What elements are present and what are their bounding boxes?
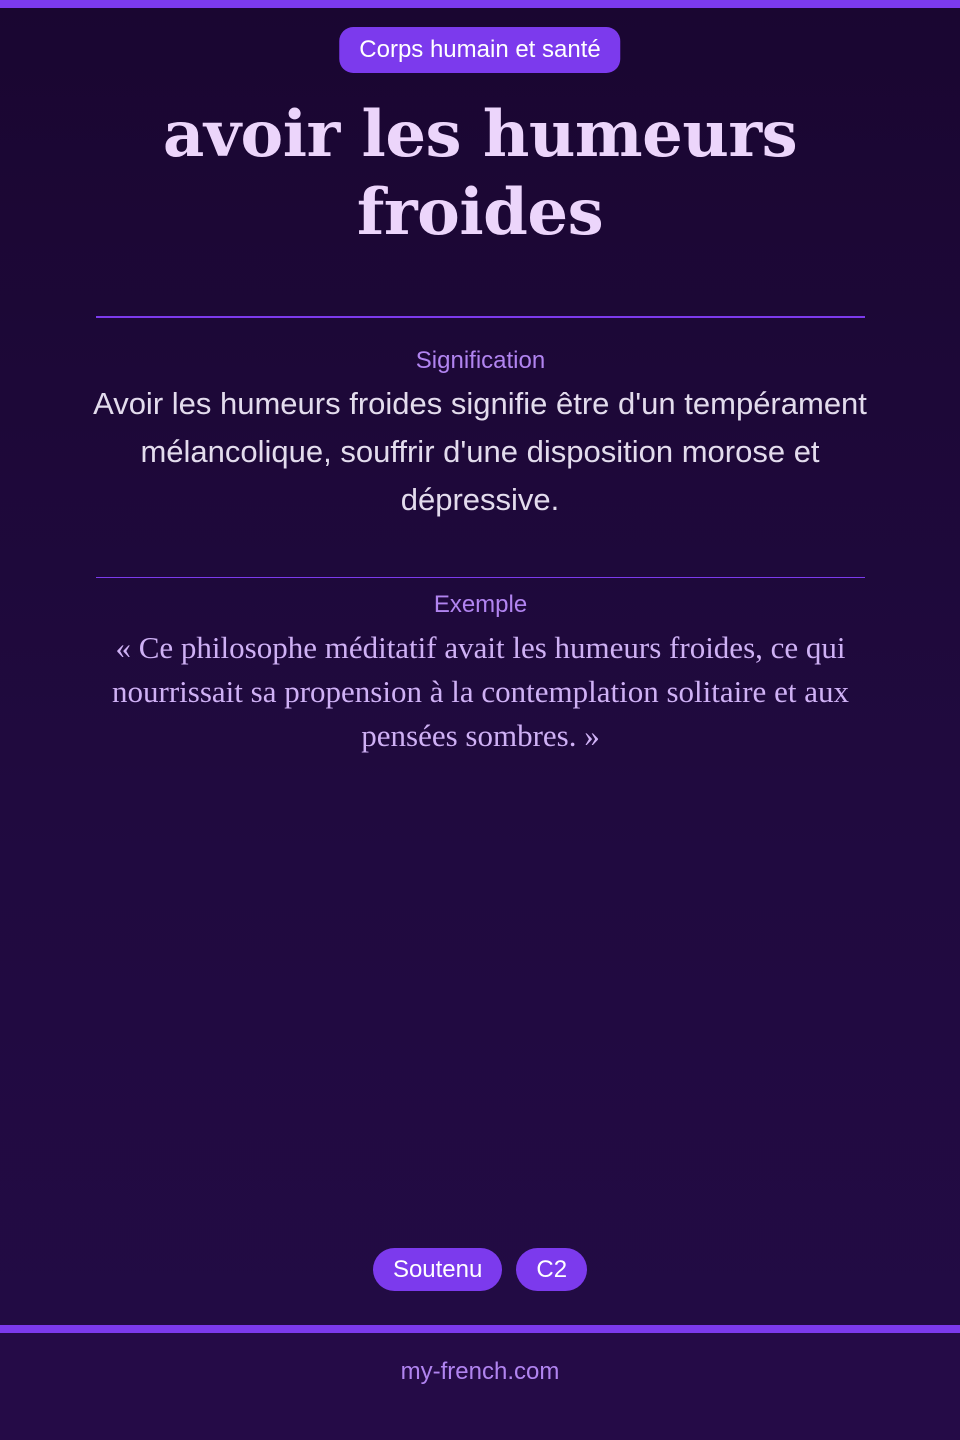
divider-top	[96, 316, 865, 318]
tag-list	[0, 1248, 960, 1291]
level-tag: C2	[516, 1248, 587, 1291]
example-text: « Ce philosophe méditatif avait les humeurs froides, ce qui nourrissait sa propension à la contemplation solitaire et aux pensées sombres. »	[112, 630, 849, 753]
footer-accent-bar	[0, 1325, 960, 1333]
divider-middle	[96, 577, 865, 578]
meaning-text: Avoir les humeurs froides signifie être d'un tempérament mélancolique, souffrir d'une disposition morose et dépressive.	[93, 386, 867, 517]
category-badge: Corps humain et santé	[339, 27, 620, 73]
meaning-label: Signification	[415, 347, 546, 374]
example-label: Exemple	[433, 591, 528, 618]
top-accent-bar	[0, 0, 960, 8]
footer-site-link[interactable]: my-french.com	[400, 1358, 560, 1385]
expression-title: avoir les humeurs froides	[162, 97, 798, 250]
register-tag: Soutenu	[373, 1248, 502, 1291]
